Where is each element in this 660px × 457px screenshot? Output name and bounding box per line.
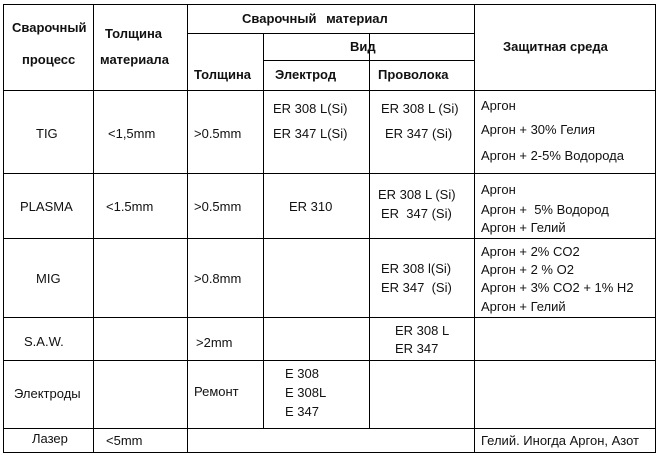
row-plasma-electrode-1: ER 310 xyxy=(289,199,333,214)
row-electrodes-process: Электроды xyxy=(14,386,81,401)
row-plasma-process: PLASMA xyxy=(20,199,73,214)
row-tig-wire-2: ER 347 (Si) xyxy=(385,126,453,141)
row-laser-shield-1: Гелий. Иногда Аргон, Азот xyxy=(481,433,640,448)
header-thickness-2 xyxy=(100,52,169,68)
row-tig-shield-3: Аргон + 2-5% Водорода xyxy=(481,148,624,163)
header-process-line1: Сварочный xyxy=(12,20,87,35)
row-plasma-shield-1: Аргон xyxy=(481,182,516,197)
row-mig-mat-thickness: >0.8mm xyxy=(194,271,242,286)
header-process-line2: процесс xyxy=(22,52,76,67)
row-tig-wire-1: ER 308 L (Si) xyxy=(381,101,459,116)
header-wire: Проволока xyxy=(378,67,449,82)
row-tig-thickness: <1,5mm xyxy=(108,126,156,141)
header-welding-material: Сварочный материал xyxy=(242,11,388,26)
row-electrodes-electrode-1: E 308 xyxy=(285,366,319,381)
row-plasma-shield-2: Аргон + 5% Водород xyxy=(481,202,609,217)
row-electrodes-electrode-2: E 308L xyxy=(285,385,327,400)
row-tig-electrode-1: ER 308 L(Si) xyxy=(273,101,348,116)
header-kind: Вид xyxy=(350,39,376,54)
row-tig-process: TIG xyxy=(36,126,58,141)
row-electrodes-mat-thickness: Ремонт xyxy=(194,384,239,399)
header-sub-thickness: Толщина xyxy=(194,67,252,82)
row-saw-wire-1: ER 308 L xyxy=(395,323,450,338)
row-tig-mat-thickness: >0.5mm xyxy=(194,126,242,141)
row-saw-process: S.A.W. xyxy=(24,334,64,349)
row-saw-mat-thickness: >2mm xyxy=(196,335,233,350)
row-tig-electrode-2: ER 347 L(Si) xyxy=(273,126,348,141)
header-process-2 xyxy=(22,52,75,68)
row-saw-wire-2: ER 347 xyxy=(395,341,439,356)
row-plasma-wire-1: ER 308 L (Si) xyxy=(378,187,456,202)
header-process xyxy=(12,20,87,36)
header-thickness xyxy=(105,26,162,42)
row-plasma-thickness: <1.5mm xyxy=(106,199,154,214)
row-mig-wire-2: ER 347 (Si) xyxy=(381,280,452,295)
row-mig-shield-2: Аргон + 2 % O2 xyxy=(481,262,574,277)
header-shielding: Защитная среда xyxy=(503,39,608,54)
row-mig-process: MIG xyxy=(36,271,61,286)
header-thickness-line2: материала xyxy=(100,52,169,67)
row-mig-shield-3: Аргон + 3% CO2 + 1% H2 xyxy=(481,280,634,295)
header-electrode: Электрод xyxy=(275,67,337,82)
row-electrodes-electrode-3: E 347 xyxy=(285,404,319,419)
header-thickness-line1: Толщина xyxy=(105,26,163,41)
row-mig-wire-1: ER 308 l(Si) xyxy=(381,261,452,276)
row-tig-shield-1: Аргон xyxy=(481,98,516,113)
row-plasma-shield-3: Аргон + Гелий xyxy=(481,220,566,235)
row-laser-thickness: <5mm xyxy=(106,433,143,448)
row-plasma-wire-2: ER 347 (Si) xyxy=(381,206,452,221)
row-mig-shield-4: Аргон + Гелий xyxy=(481,299,566,314)
row-plasma-mat-thickness: >0.5mm xyxy=(194,199,242,214)
row-laser-process: Лазер xyxy=(32,431,68,446)
row-tig-shield-2: Аргон + 30% Гелия xyxy=(481,122,596,137)
row-mig-shield-1: Аргон + 2% CO2 xyxy=(481,244,580,259)
